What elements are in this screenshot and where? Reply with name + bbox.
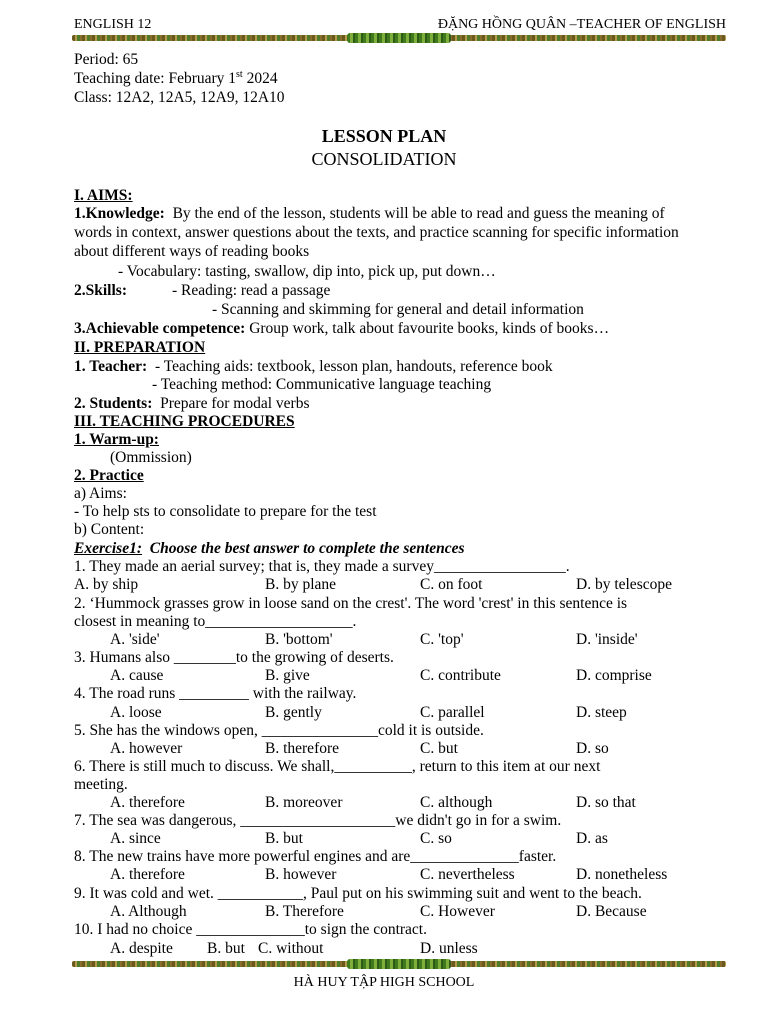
option-d: D. steep [576,704,627,721]
question-stem: 7. The sea was dangerous, ____________________we didn't go in for a swim. [74,812,562,829]
option-c: C. 'top' [420,631,464,648]
knowledge-line-1: 1.Knowledge: By the end of the lesson, students will be able to read and guess the meaning of [74,205,665,222]
option-b: B. moreover [265,794,343,811]
option-a: A. cause [110,667,164,684]
teaching-date: Teaching date: February 1st 2024 [74,68,278,87]
option-d: D. so that [576,794,636,811]
question-stem: 9. It was cold and wet. ___________, Paul put on his swimming suit and went to the beach. [74,885,642,902]
question-stem: 3. Humans also ________to the growing of deserts. [74,649,394,666]
skills-line-1: - Reading: read a passage [172,282,331,299]
option-c: C. contribute [420,667,501,684]
option-c: C. However [420,903,495,920]
header-divider [72,35,726,41]
competence-line: 3.Achievable competence: Group work, talk about favourite books, kinds of books… [74,320,610,337]
knowledge-line-3: about different ways of reading books [74,243,310,260]
aims-a-text: - To help sts to consolidate to prepare for the test [74,503,377,520]
aims-heading: I. AIMS: [74,187,133,204]
option-c: C. parallel [420,704,485,721]
option-a: A. despite [110,940,173,957]
vocabulary-line: - Vocabulary: tasting, swallow, dip into, pick up, put down… [118,263,496,280]
students-line: 2. Students: Prepare for modal verbs [74,395,310,412]
exercise-title: Exercise1: Choose the best answer to complete the sentences [74,540,465,557]
option-a: A. by ship [74,576,139,593]
aims-a-label: a) Aims: [74,485,127,502]
question-stem: 1. They made an aerial survey; that is, they made a survey_________________. [74,558,570,575]
header-subject: ENGLISH 12 [74,17,152,32]
class-list: Class: 12A2, 12A5, 12A9, 12A10 [74,89,285,106]
procedures-heading: III. TEACHING PROCEDURES [74,413,295,430]
question-stem-cont: meeting. [74,776,128,793]
option-d: D. 'inside' [576,631,638,648]
knowledge-line-2: words in context, answer questions about the texts, and practice scanning for specific information [74,224,679,241]
content-b-label: b) Content: [74,521,145,538]
option-a: A. loose [110,704,162,721]
option-d: D. comprise [576,667,652,684]
option-c: C. so [420,830,452,847]
warmup-heading: 1. Warm-up: [74,431,159,448]
option-a: A. therefore [110,866,185,883]
option-d: D. by telescope [576,576,672,593]
question-stem: 4. The road runs _________ with the railway. [74,685,357,702]
teacher-line-1: 1. Teacher: - Teaching aids: textbook, lesson plan, handouts, reference book [74,358,553,375]
practice-heading: 2. Practice [74,467,144,484]
option-a: A. since [110,830,161,847]
option-a: A. 'side' [110,631,160,648]
option-d: D. nonetheless [576,866,668,883]
page-title: LESSON PLAN [321,126,447,146]
option-c: C. but [420,740,458,757]
option-b: B. give [265,667,310,684]
option-d: D. as [576,830,608,847]
page-subtitle: CONSOLIDATION [311,149,457,169]
teacher-line-2: - Teaching method: Communicative language teaching [152,376,492,393]
option-c: C. although [420,794,493,811]
header-teacher: ĐẶNG HỒNG QUÂN –TEACHER OF ENGLISH [437,17,726,32]
preparation-heading: II. PREPARATION [74,339,206,356]
question-stem: 5. She has the windows open, _______________cold it is outside. [74,722,484,739]
option-a: A. Although [110,903,187,920]
footer-divider [72,961,726,967]
option-b: B. but [207,940,245,957]
option-b: B. however [265,866,337,883]
option-c: C. without [258,940,324,957]
skills-label: 2.Skills: [74,282,127,299]
option-b: B. therefore [265,740,340,757]
option-b: B. but [265,830,303,847]
option-b: B. by plane [265,576,337,593]
option-b: B. Therefore [265,903,344,920]
option-a: A. therefore [110,794,185,811]
option-d: D. so [576,740,609,757]
question-stem: 6. There is still much to discuss. We shall,__________, return to this item at our next [74,758,601,775]
question-stem: 8. The new trains have more powerful engines and are______________faster. [74,848,557,865]
question-stem: 2. ‘Hummock grasses grow in loose sand on the crest'. The word 'crest' in this sentence is [74,595,628,612]
footer-school: HÀ HUY TẬP HIGH SCHOOL [293,975,475,990]
skills-line-2: - Scanning and skimming for general and detail information [212,301,584,318]
option-c: C. on foot [420,576,483,593]
option-c: C. nevertheless [420,866,515,883]
warmup-note: (Ommission) [110,449,192,466]
option-d: D. unless [420,940,478,957]
option-a: A. however [110,740,183,757]
option-b: B. 'bottom' [265,631,333,648]
question-stem: 10. I had no choice ______________to sign the contract. [74,921,427,938]
option-b: B. gently [265,704,322,721]
question-stem-cont: closest in meaning to___________________. [74,613,357,630]
option-d: D. Because [576,903,647,920]
period: Period: 65 [74,51,139,68]
